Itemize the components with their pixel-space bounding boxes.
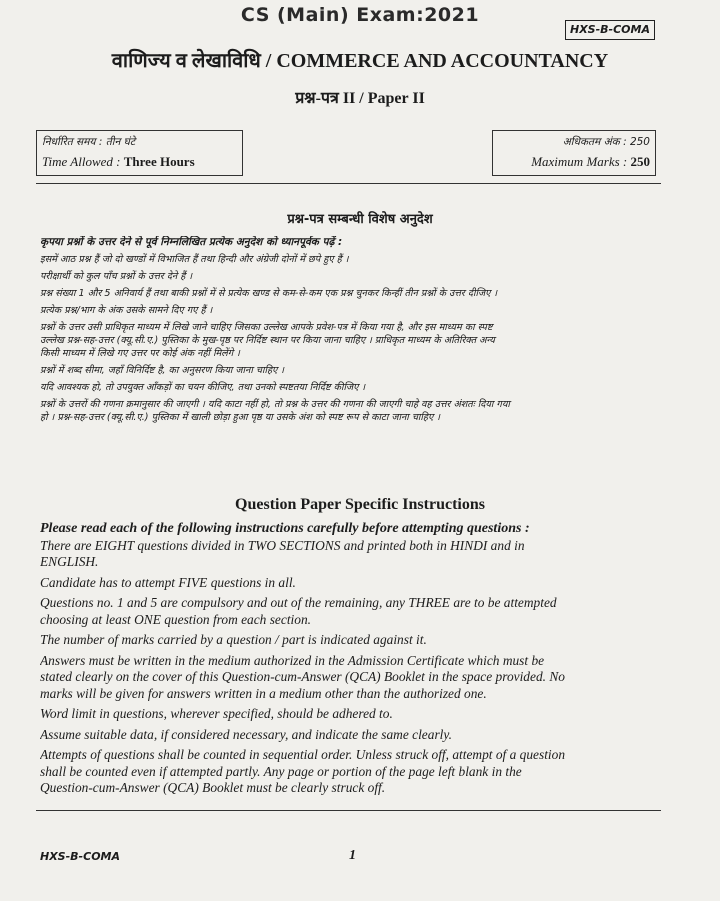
hindi-line: प्रश्नों के उत्तरों की गणना क्रमानुसार की जाएगी । यदि काटा नहीं हो, तो प्रश्न के उत्तर की गणना की जाएगी चाहे वह उत्तर अंशतः दिया गया — [40, 399, 510, 410]
english-line: choosing at least ONE question from each section. — [40, 611, 312, 627]
paper-code-box: HXS-B-COMA — [565, 20, 655, 40]
hindi-line: प्रत्येक प्रश्न/भाग के अंक उसके सामने दिए गए हैं । — [40, 305, 213, 316]
english-line: ENGLISH. — [40, 554, 99, 569]
hindi-line: किसी माध्यम में लिखे गए उत्तर पर कोई अंक नहीं मिलेंगे । — [40, 348, 240, 359]
top-divider — [36, 183, 661, 184]
hindi-line: उल्लेख प्रश्न-सह-उत्तर (क्यू.सी.ए.) पुस्तिका के मुख-पृष्ठ पर निर्दिष्ट स्थान पर किया जाना चाहिए । प्राधिकृत माध्यम के अतिरिक्त अन्य — [40, 335, 495, 346]
english-line: Candidate has to attempt FIVE questions in all. — [40, 574, 296, 590]
english-intro: Please read each of the following instructions carefully before attempting questions : — [40, 521, 530, 536]
english-line: Assume suitable data, if considered necessary, and indicate the same clearly. — [40, 726, 452, 742]
hindi-line: हो । प्रश्न-सह-उत्तर (क्यू.सी.ए.) पुस्तिका में खाली छोड़ा हुआ पृष्ठ या उसके अंश को स्पष्ट रूप से काटा जाना चाहिए । — [40, 412, 440, 423]
hindi-instructions-heading: प्रश्न-पत्र सम्बन्धी विशेष अनुदेश — [287, 212, 433, 227]
hindi-line: कृपया प्रश्नों के उत्तर देने से पूर्व निम्नलिखित प्रत्येक अनुदेश को ध्यानपूर्वक पढ़ें : — [40, 236, 343, 248]
english-line: shall be counted even if attempted partly. Any page or portion of the page left blank in the — [40, 763, 522, 779]
time-allowed-hindi: निर्धारित समय : तीन घंटे — [42, 136, 136, 148]
time-allowed-label: Time Allowed : — [42, 154, 124, 169]
exam-title: CS (Main) Exam:2021 — [240, 4, 480, 26]
maximum-marks-label: Maximum Marks : — [531, 154, 631, 169]
maximum-marks-value: 250 — [630, 154, 650, 169]
maximum-marks-box — [492, 130, 656, 176]
english-instructions-heading: Question Paper Specific Instructions — [235, 496, 485, 513]
time-allowed-english — [42, 152, 237, 172]
hindi-line: परीक्षार्थी को कुल पाँच प्रश्नों के उत्तर देने हैं । — [40, 271, 193, 282]
english-instructions — [40, 521, 662, 797]
english-line: Attempts of questions shall be counted in sequential order. Unless struck off, attempt of a question — [40, 747, 566, 762]
subject-title: वाणिज्य व लेखाविधि / COMMERCE AND ACCOUNTANCY — [111, 50, 609, 72]
time-allowed-box — [36, 130, 243, 176]
hindi-line: इसमें आठ प्रश्न हैं जो दो खण्डों में विभाजित हैं तथा हिन्दी और अंग्रेजी दोनों में छपे हुए हैं । — [40, 254, 349, 265]
maximum-marks-english — [498, 152, 650, 172]
english-line: Questions no. 1 and 5 are compulsory and out of the remaining, any THREE are to be attempted — [40, 595, 557, 610]
page-number: 1 — [349, 848, 356, 863]
bottom-divider — [36, 810, 661, 811]
paper-number: प्रश्न-पत्र II / Paper II — [295, 90, 425, 107]
english-line: Word limit in questions, wherever specified, should be adhered to. — [40, 706, 393, 721]
time-allowed-value: Three Hours — [123, 154, 195, 169]
english-line: stated clearly on the cover of this Question-cum-Answer (QCA) Booklet in the space provided. No — [40, 669, 565, 684]
hindi-line: प्रश्न संख्या 1 और 5 अनिवार्य हैं तथा बाकी प्रश्नों में से प्रत्येक खण्ड से कम-से-कम एक प्रश्न चुनकर किन्हीं तीन प्रश्नों के उत्तर दीजिए । — [40, 288, 498, 299]
hindi-line: प्रश्नों में शब्द सीमा, जहाँ विनिर्दिष्ट है, का अनुसरण किया जाना चाहिए । — [40, 365, 285, 376]
english-line: There are EIGHT questions divided in TWO SECTIONS and printed both in HINDI and in — [40, 537, 525, 553]
hindi-line: यदि आवश्यक हो, तो उपयुक्त आँकड़ों का चयन कीजिए, तथा उनको स्पष्टतया निर्दिष्ट कीजिए । — [40, 382, 366, 393]
english-line: Answers must be written in the medium authorized in the Admission Certificate which must be — [40, 652, 545, 668]
footer-paper-code: HXS-B-COMA — [40, 850, 121, 863]
english-line: Question-cum-Answer (QCA) Booklet must be clearly struck off. — [40, 780, 386, 795]
hindi-line: प्रश्नों के उत्तर उसी प्राधिकृत माध्यम में लिखे जाने चाहिए जिसका उल्लेख आपके प्रवेश-पत्र में किया गया है, और इस माध्यम का स्पष्ट — [40, 322, 493, 333]
english-line: The number of marks carried by a question / part is indicated against it. — [40, 632, 427, 647]
hindi-instructions — [40, 236, 662, 424]
maximum-marks-hindi: अधिकतम अंक : 250 — [562, 136, 650, 148]
english-line: marks will be given for answers written in a medium other than the authorized one. — [40, 685, 487, 701]
